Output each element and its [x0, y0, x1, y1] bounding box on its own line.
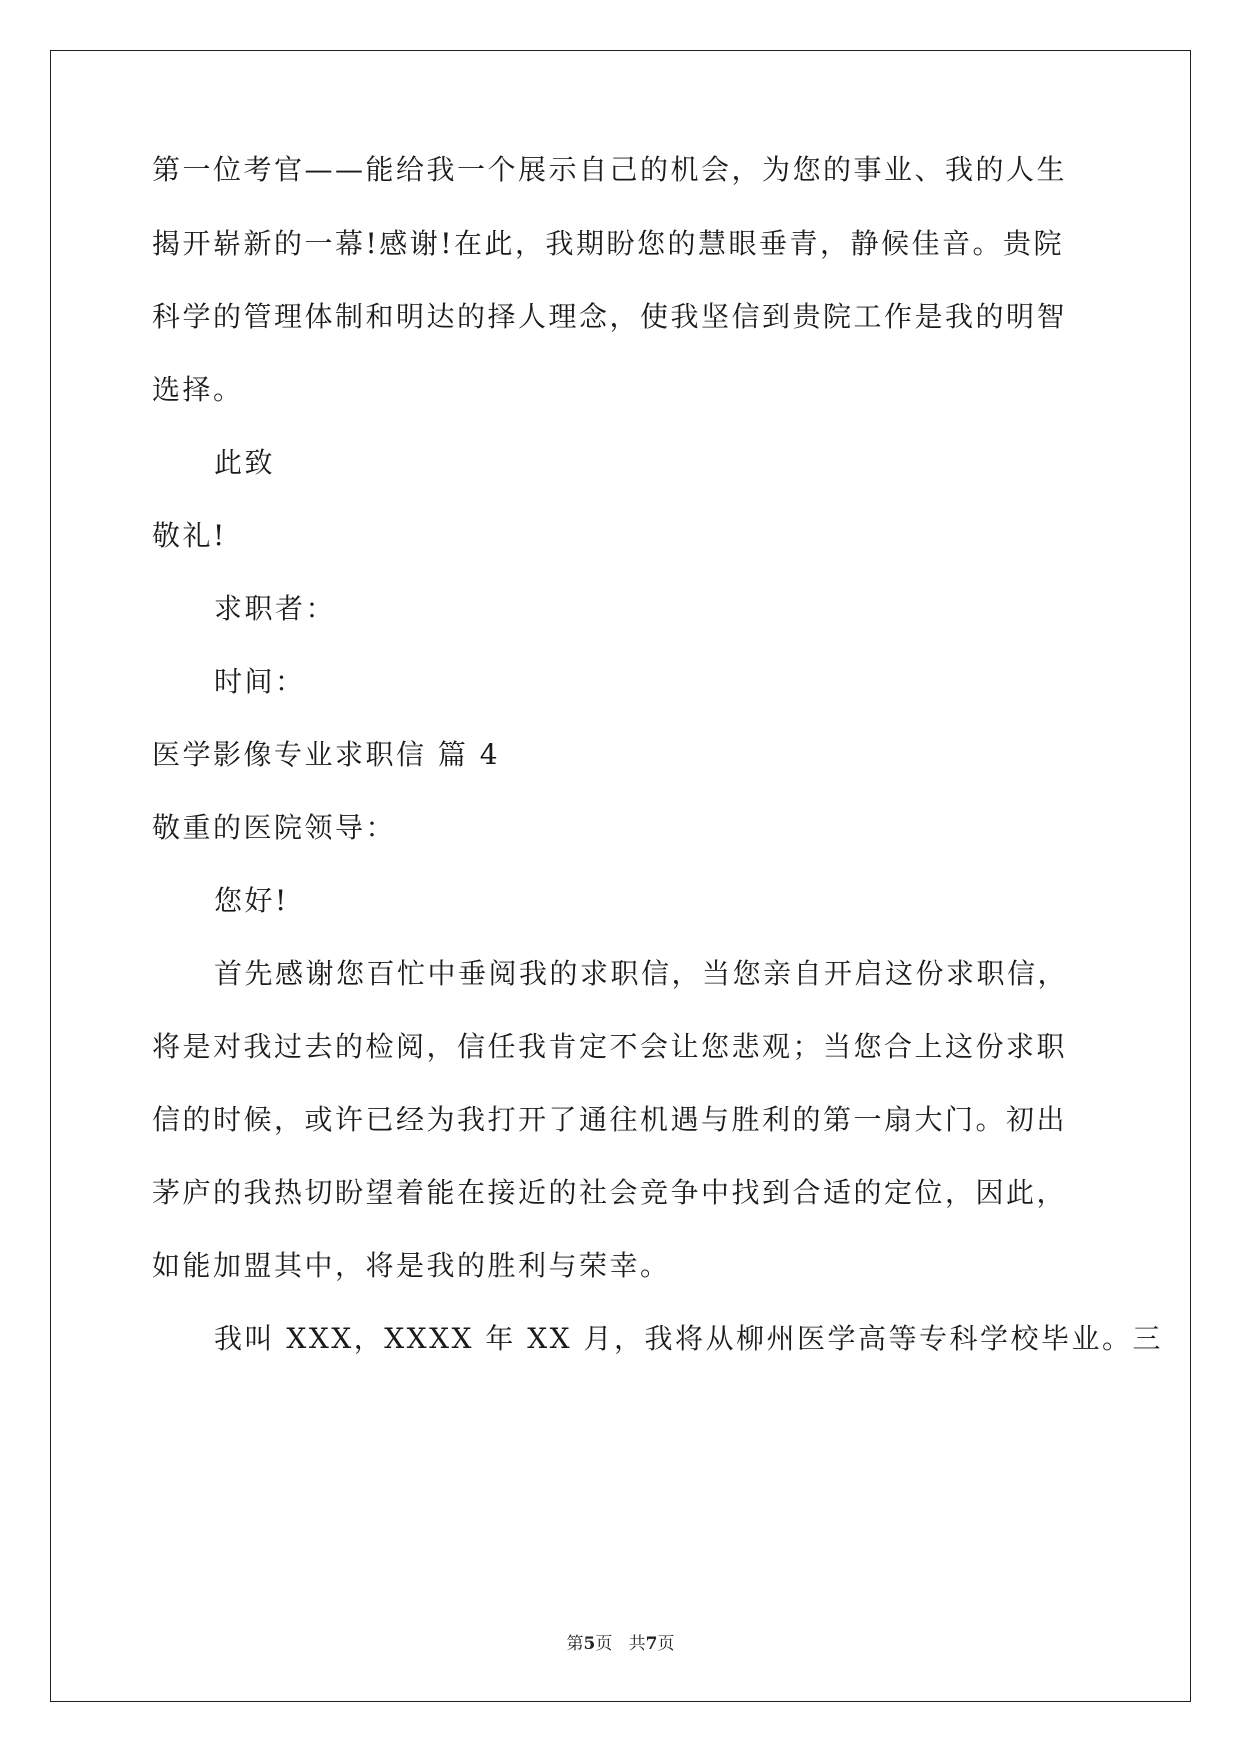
text-line: 科学的管理体制和明达的择人理念，使我坚信到贵院工作是我的明智 [152, 300, 1068, 333]
text-line: 揭开崭新的一幕!感谢!在此，我期盼您的慧眼垂青，静候佳音。贵院 [152, 227, 1065, 260]
page-prefix: 第 [566, 1634, 584, 1654]
salutation-closing: 敬礼! [152, 519, 227, 552]
page-footer [0, 1632, 1241, 1656]
text-line: 第一位考官——能给我一个展示自己的机会，为您的事业、我的人生 [152, 153, 1068, 186]
text-line: 信的时候，或许已经为我打开了通往机遇与胜利的第一扇大门。初出 [152, 1103, 1068, 1136]
section-heading: 医学影像专业求职信 篇 4 [152, 738, 501, 771]
applicant-label: 求职者： [214, 592, 337, 625]
total-pages-number: 7 [645, 1634, 658, 1654]
text-line: 如能加盟其中，将是我的胜利与荣幸。 [152, 1249, 671, 1282]
closing-phrase: 此致 [214, 446, 276, 479]
text-line: 首先感谢您百忙中垂阅我的求职信，当您亲自开启这份求职信， [214, 957, 1069, 990]
current-page-number: 5 [583, 1634, 596, 1654]
text-line: 我叫 XXX，XXXX 年 XX 月，我将从柳州医学高等专科学校毕业。三 [214, 1322, 1164, 1355]
page-suffix: 页 [595, 1634, 613, 1654]
total-prefix: 共 [628, 1634, 646, 1654]
text-line: 茅庐的我热切盼望着能在接近的社会竞争中找到合适的定位，因此， [152, 1176, 1068, 1209]
text-line: 选择。 [152, 373, 244, 406]
total-suffix: 页 [657, 1634, 675, 1654]
date-label: 时间： [214, 665, 306, 698]
greeting: 您好! [214, 884, 289, 917]
greeting-recipient: 敬重的医院领导： [152, 811, 397, 844]
text-line: 将是对我过去的检阅，信任我肯定不会让您悲观；当您合上这份求职 [152, 1030, 1068, 1063]
